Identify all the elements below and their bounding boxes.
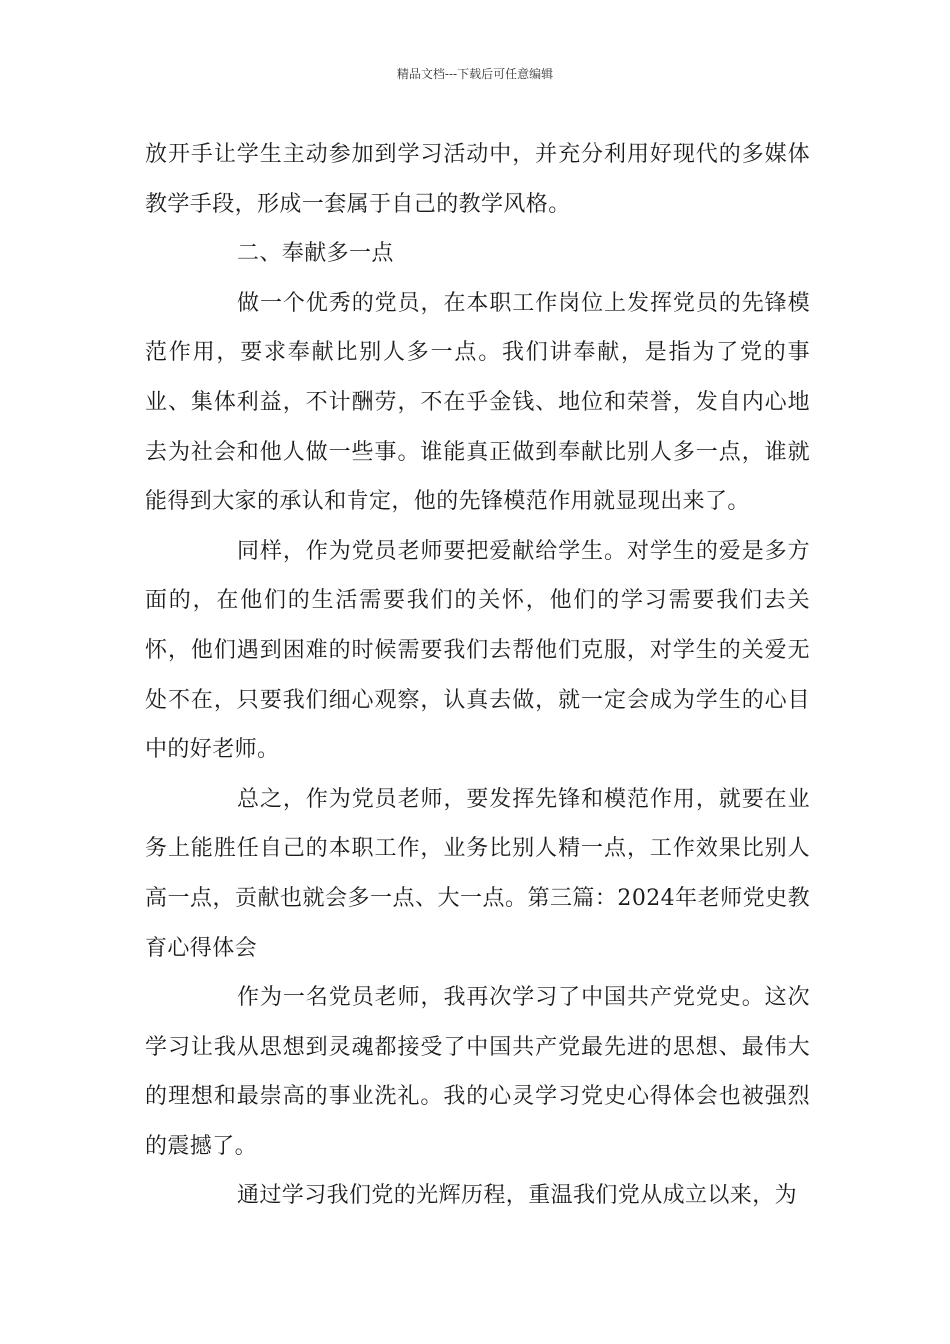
page-header: 精品文档---下载后可任意编辑 — [396, 67, 554, 81]
paragraph: 同样，作为党员老师要把爱献给学生。对学生的爱是多方面的，在他们的生活需要我们的关怀，他们的学习需要我们去关怀，他们遇到困难的时候需要我们去帮他们克服，对学生的关爱无处不在，只要我们细心观察，认真去做，就一定会成为学生的心目中的好老师。 — [145, 538, 810, 763]
paragraph: 总之，作为党员老师，要发挥先锋和模范作用，就要在业务上能胜任自己的本职工作，业务比别人精一点，工作效果比别人高一点，贡献也就会多一点、大一点。第三篇：2024年老师党史教育心得体会 — [145, 786, 810, 961]
paragraph: 做一个优秀的党员，在本职工作岗位上发挥党员的先锋模范作用，要求奉献比别人多一点。我们讲奉献，是指为了党的事业、集体利益，不计酬劳，不在乎金钱、地位和荣誉，发自内心地去为社会和他人做一些事。谁能真正做到奉献比别人多一点，谁就能得到大家的承认和肯定，他的先锋模范作用就显现出来了。 — [145, 290, 810, 515]
document-body — [145, 130, 810, 1221]
section-heading: 二、奉献多一点 — [237, 241, 394, 267]
paragraph: 通过学习我们党的光辉历程，重温我们党从成立以来，为 — [237, 1183, 798, 1209]
paragraph-continuation: 放开手让学生主动参加到学习活动中，并充分利用好现代的多媒体教学手段，形成一套属于自己的教学风格。 — [145, 142, 810, 217]
paragraph: 作为一名党员老师，我再次学习了中国共产党党史。这次学习让我从思想到灵魂都接受了中国共产党最先进的思想、最伟大的理想和最崇高的事业洗礼。我的心灵学习党史心得体会也被强烈的震撼了。 — [145, 985, 810, 1159]
